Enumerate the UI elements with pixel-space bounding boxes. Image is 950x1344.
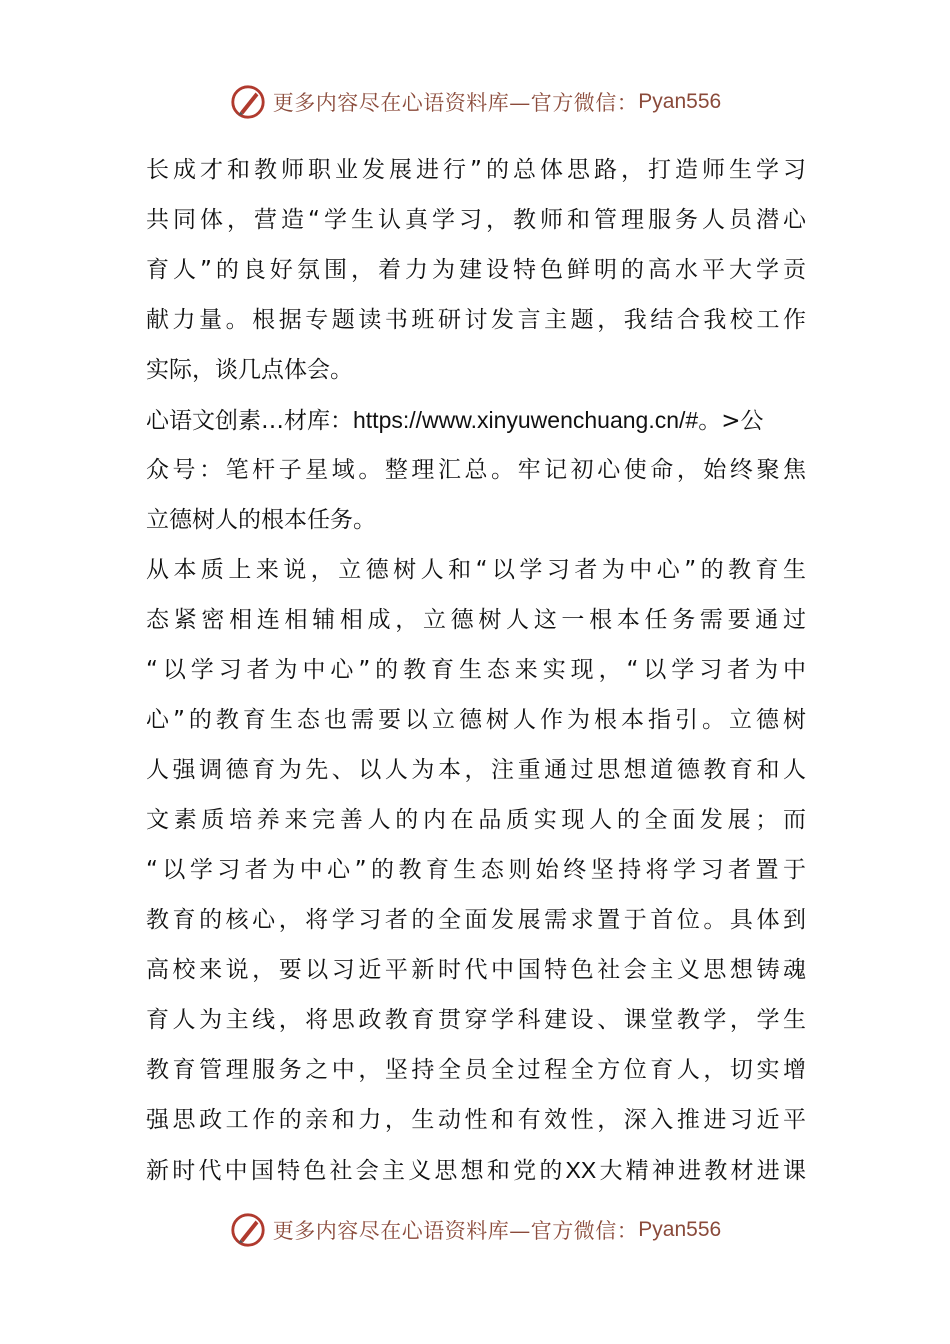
last-line-suffix: 大精神进教材进课 [596, 1158, 807, 1184]
text-line: 强思政工作的亲和力，生动性和有效性，深入推进习近平 [146, 1107, 806, 1133]
last-line [146, 1145, 806, 1195]
footer-watermark [0, 1208, 950, 1252]
text-line: 教育管理服务之中，坚持全员全过程全方位育人，切实增 [146, 1057, 806, 1083]
source-suffix: 。>公 [698, 408, 764, 434]
text-line: 文素质培养来完善人的内在品质实现人的全面发展；而 [146, 807, 806, 833]
watermark-text: 更多内容尽在心语资料库—官方微信： [272, 91, 639, 115]
text-line: 众号：笔杆子星域。整理汇总。牢记初心使命，始终聚焦 [146, 457, 806, 483]
text-line: 态紧密相连相辅相成，立德树人这一根本任务需要通过 [146, 607, 806, 633]
text-line: 教育的核心，将学习者的全面发展需求置于首位。具体到 [146, 907, 806, 933]
text-line: 长成才和教师职业发展进行”的总体思路，打造师生学习 [146, 157, 806, 183]
text-line: “以学习者为中心”的教育生态来实现，“以学习者为中 [146, 657, 806, 683]
source-prefix: 心语文创素…材库： [146, 408, 353, 434]
wechat-id: Pyan556 [638, 1218, 722, 1241]
document-body [146, 145, 806, 1195]
text-line: 实际，谈几点体会。 [146, 357, 353, 383]
text-line: 高校来说，要以习近平新时代中国特色社会主义思想铸魂 [146, 957, 806, 983]
text-line: 立德树人的根本任务。 [146, 507, 376, 533]
pen-logo-icon [229, 1211, 267, 1249]
text-line: 共同体，营造“学生认真学习，教师和管理服务人员潜心 [146, 207, 806, 233]
text-line: 心”的教育生态也需要以立德树人作为根本指引。立德树 [146, 707, 806, 733]
text-line: 献力量。根据专题读书班研讨发言主题，我结合我校工作 [146, 307, 806, 333]
last-line-prefix: 新时代中国特色社会主义思想和党的 [146, 1158, 566, 1184]
source-line [146, 395, 806, 445]
header-watermark [0, 80, 950, 124]
text-line: 人强调德育为先、以人为本，注重通过思想道德教育和人 [146, 757, 806, 783]
source-url: https://www.xinyuwenchuang.cn/# [353, 407, 699, 433]
text-line: 育人”的良好氛围，着力为建设特色鲜明的高水平大学贡 [146, 257, 806, 283]
wechat-id: Pyan556 [638, 90, 722, 113]
text-line: “以学习者为中心”的教育生态则始终坚持将学习者置于 [146, 857, 806, 883]
pen-logo-icon [229, 83, 267, 121]
watermark-text: 更多内容尽在心语资料库—官方微信： [272, 1219, 639, 1243]
last-line-code: XX [565, 1157, 597, 1183]
text-line: 育人为主线，将思政教育贯穿学科建设、课堂教学，学生 [146, 1007, 806, 1033]
text-line: 从本质上来说，立德树人和“以学习者为中心”的教育生 [146, 557, 806, 583]
